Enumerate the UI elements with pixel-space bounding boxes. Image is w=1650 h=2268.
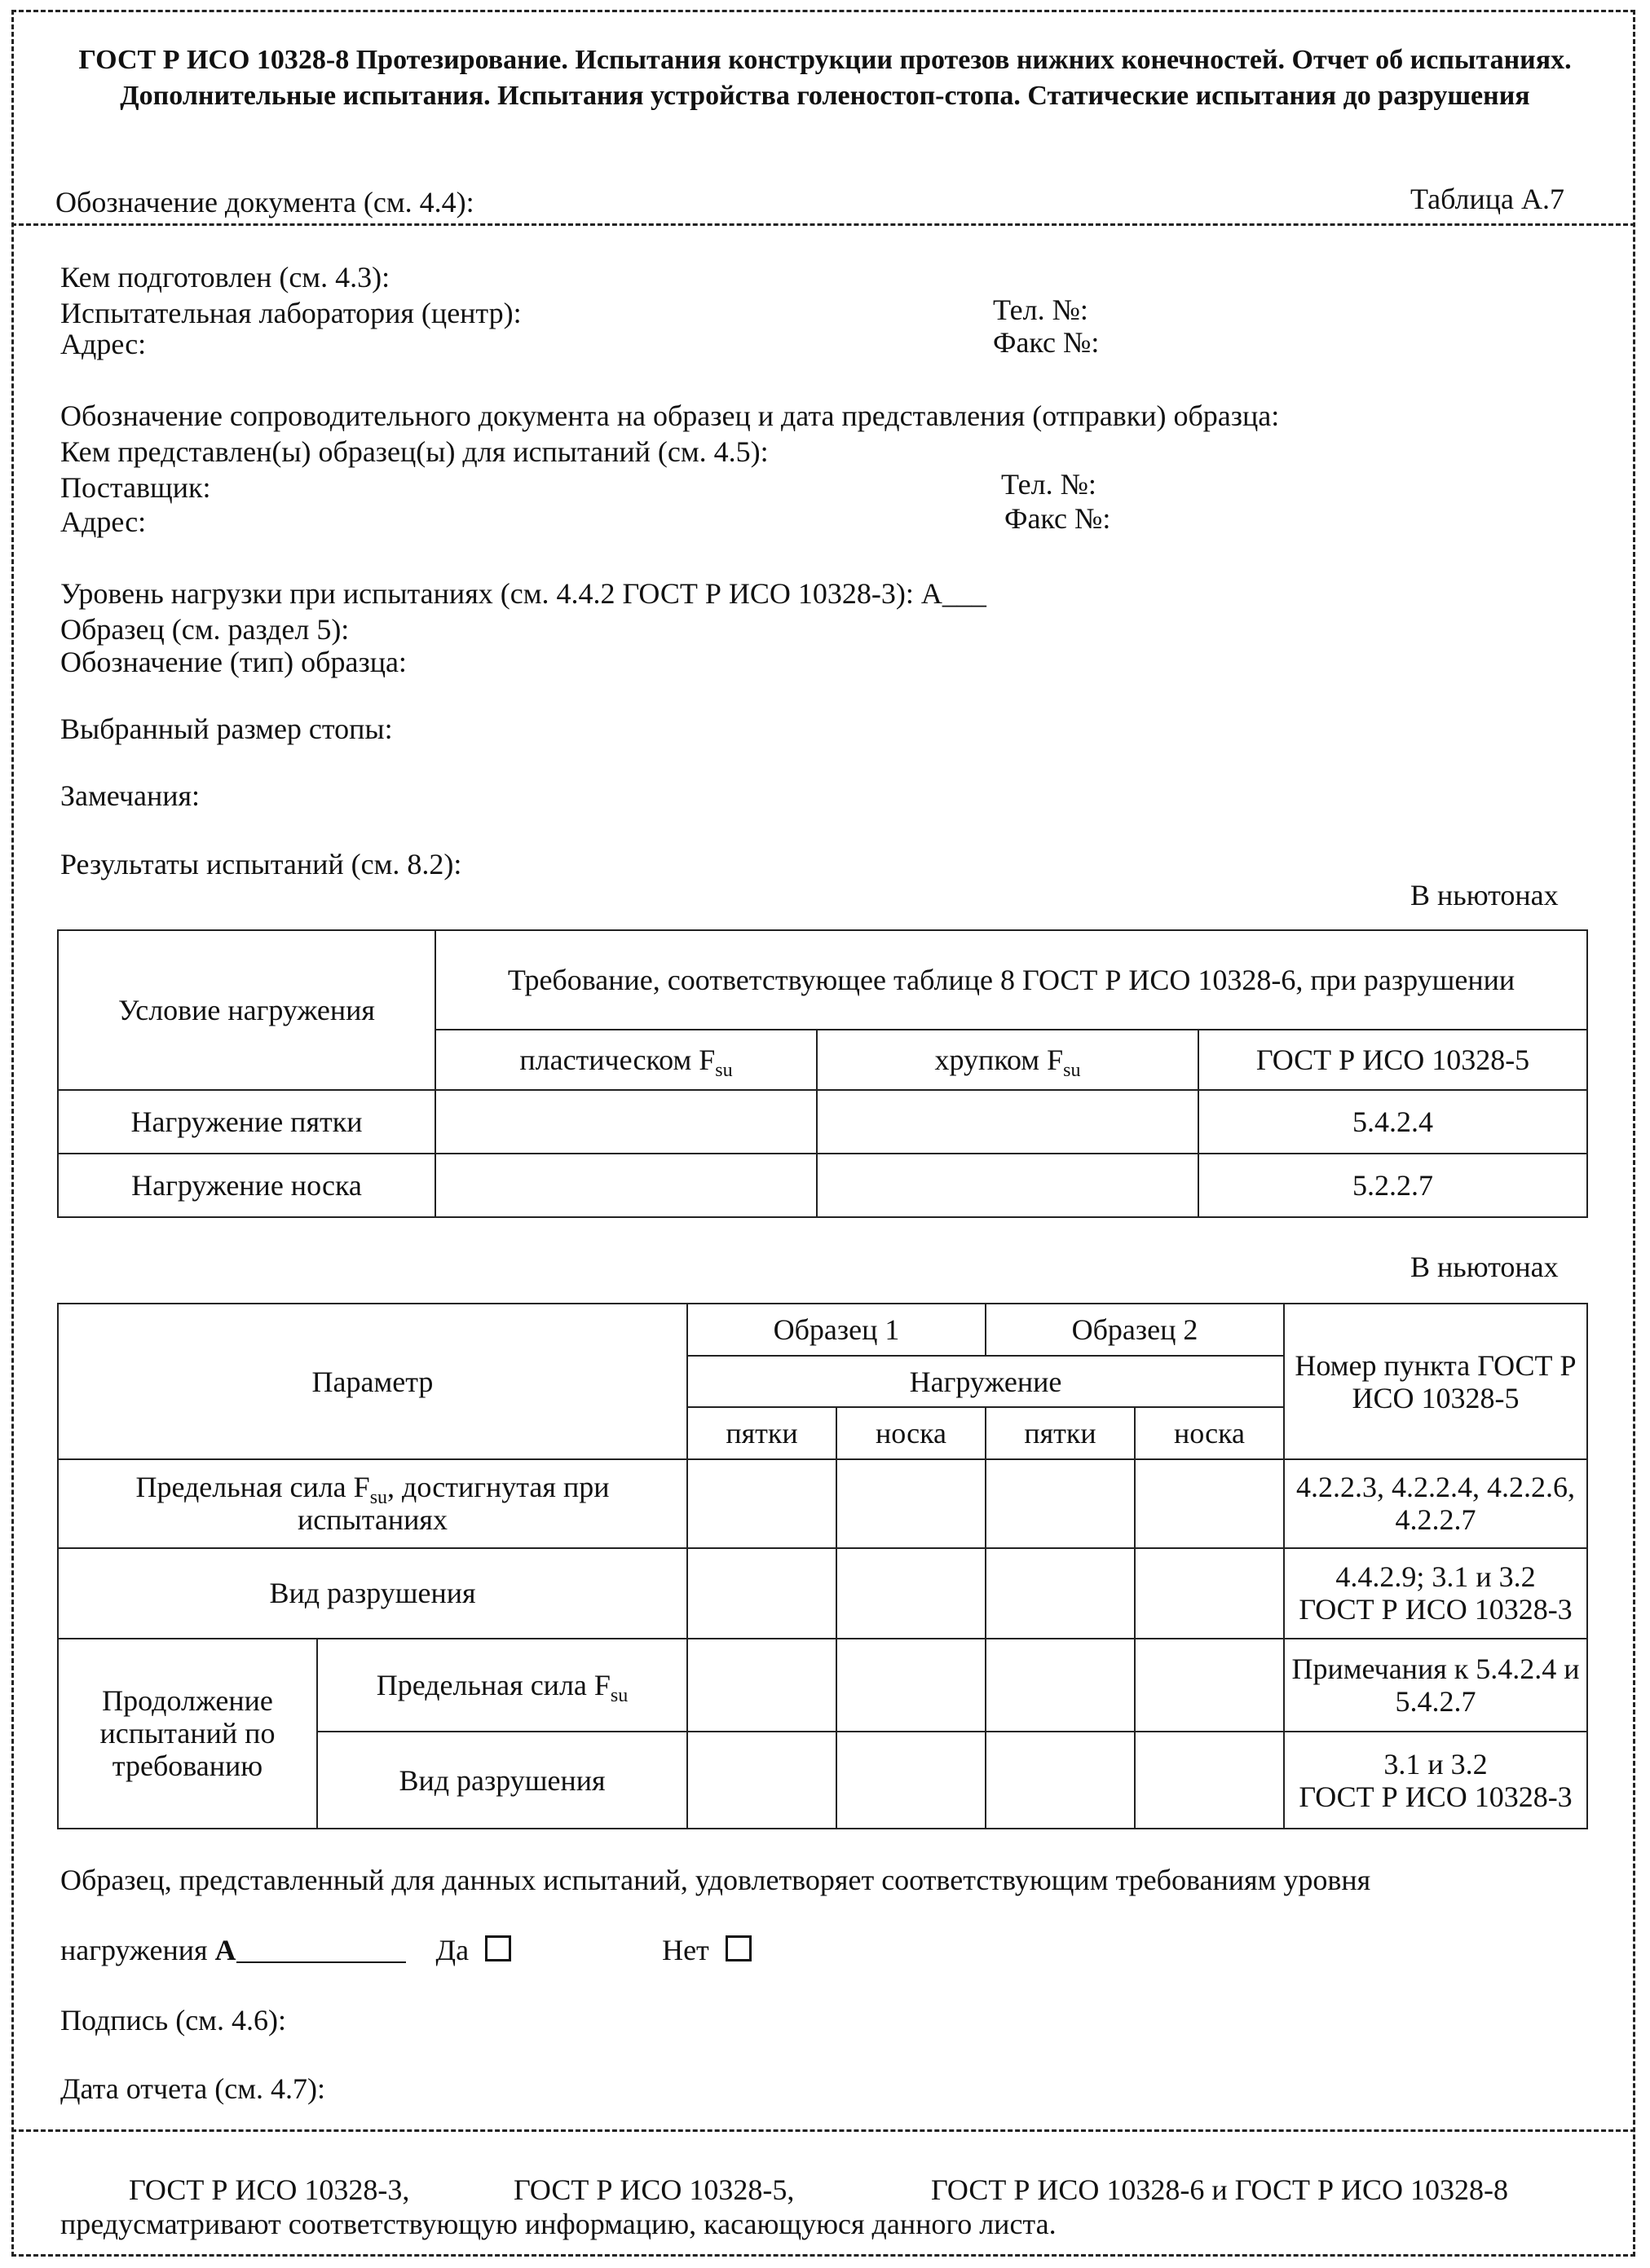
load-level-blank[interactable] [236, 1935, 406, 1963]
supplier-address-label: Адрес: [60, 505, 147, 538]
units-label-1: В ньютонах [1410, 879, 1559, 911]
toe-header: носка [836, 1407, 986, 1459]
toe-header: носка [1135, 1407, 1284, 1459]
plastic-header: пластическом $F_{su}$ [435, 1030, 817, 1090]
standard-header: ГОСТ Р ИСО 10328-5 [1198, 1030, 1587, 1090]
clause-ref: Примечания к 5.4.2.4 и 5.4.2.7 [1284, 1639, 1587, 1732]
table-row [58, 1154, 1587, 1217]
lab-address-label: Адрес: [60, 328, 147, 360]
clause-ref: 4.2.2.3, 4.2.2.4, 4.2.2.6, 4.2.2.7 [1284, 1459, 1587, 1548]
footer-divider [11, 2129, 1635, 2132]
clause-ref: 4.4.2.9; 3.1 и 3.2 ГОСТ Р ИСО 10328-3 [1284, 1548, 1587, 1639]
lab-fax-label: Факс №: [993, 326, 1100, 359]
ultimate-force-label: Предельная сила $F_{su}$, достигнутая при испытаниях [58, 1459, 687, 1548]
conclusion-load-line: нагружения А Да Нет [60, 1932, 752, 1968]
supplier-label: Поставщик: [60, 471, 211, 504]
submitted-by-label: Кем представлен(ы) образец(ы) для испытаний (см. 4.5): [60, 435, 769, 468]
units-label-2: В ньютонах [1410, 1251, 1559, 1283]
heel-header: пятки [687, 1407, 836, 1459]
continued-tests-label: Продолжение испытаний по требованию [58, 1639, 317, 1829]
brittle-cell [817, 1090, 1198, 1154]
supplier-tel-label: Тел. №: [1001, 468, 1096, 501]
footer-ref-5: ГОСТ Р ИСО 10328-5, [514, 2173, 795, 2206]
brittle-cell [817, 1154, 1198, 1217]
lab-tel-label: Тел. №: [993, 293, 1088, 326]
test-results-table [57, 1303, 1588, 1829]
prepared-by-label: Кем подготовлен (см. 4.3): [60, 261, 390, 293]
table-row [58, 1639, 1587, 1732]
results-label: Результаты испытаний (см. 8.2): [60, 848, 462, 880]
foot-size-label: Выбранный размер стопы: [60, 713, 393, 745]
table-row [58, 1090, 1587, 1154]
remarks-label: Замечания: [60, 779, 201, 812]
clause-header: Номер пункта ГОСТ Р ИСО 10328-5 [1284, 1304, 1587, 1459]
clause-ref: 5.2.2.7 [1198, 1154, 1587, 1217]
failure-mode-label: Вид разрушения [317, 1732, 687, 1829]
heel-header: пятки [986, 1407, 1135, 1459]
accompanying-doc-label: Обозначение сопроводительного документа на образец и дата представления (отправки) образца: [60, 399, 1280, 432]
report-date-label: Дата отчета (см. 4.7): [60, 2072, 325, 2105]
condition-header: Условие нагружения [58, 930, 435, 1090]
conclusion-text: Образец, представленный для данных испытаний, удовлетворяет соответствующим требованиям уровня [60, 1864, 1371, 1896]
sample-1-header: Образец 1 [687, 1304, 986, 1356]
doc-designation-label: Обозначение документа (см. 4.4): [55, 186, 474, 218]
plastic-cell [435, 1090, 817, 1154]
footer-ref-6-8: ГОСТ Р ИСО 10328-6 и ГОСТ Р ИСО 10328-8 [931, 2173, 1509, 2206]
specimen-type-label: Обозначение (тип) образца: [60, 646, 407, 678]
header-divider [11, 223, 1635, 226]
supplier-fax-label: Факс №: [1004, 502, 1111, 535]
loading-header: Нагружение [687, 1356, 1284, 1406]
clause-ref: 3.1 и 3.2 ГОСТ Р ИСО 10328-3 [1284, 1732, 1587, 1829]
footer-ref-3: ГОСТ Р ИСО 10328-3, [129, 2173, 410, 2206]
clause-ref: 5.4.2.4 [1198, 1090, 1587, 1154]
requirement-header: Требование, соответствующее таблице 8 ГОСТ Р ИСО 10328-6, при разрушении [435, 930, 1587, 1030]
failure-requirements-table [57, 929, 1588, 1218]
parameter-header: Параметр [58, 1304, 687, 1459]
sample-2-header: Образец 2 [986, 1304, 1284, 1356]
document-title: ГОСТ Р ИСО 10328-8 Протезирование. Испытания конструкции протезов нижних конечностей. Отчет об испытаниях. Дополнительные испытания. Испытания устройства голеностоп-стопа. Статические испытания до разрушения [78, 45, 1572, 111]
row-label: Нагружение носка [58, 1154, 435, 1217]
plastic-cell [435, 1154, 817, 1217]
specimen-label: Образец (см. раздел 5): [60, 613, 350, 646]
table-row [58, 1459, 1587, 1548]
yes-checkbox[interactable] [485, 1935, 511, 1961]
table-row [58, 1548, 1587, 1639]
row-label: Нагружение пятки [58, 1090, 435, 1154]
table-reference: Таблица А.7 [1410, 183, 1564, 215]
ultimate-force-label: Предельная сила $F_{su}$ [317, 1639, 687, 1732]
signature-label: Подпись (см. 4.6): [60, 2004, 286, 2036]
brittle-header: хрупком $F_{su}$ [817, 1030, 1198, 1090]
lab-label: Испытательная лаборатория (центр): [60, 297, 522, 329]
no-checkbox[interactable] [726, 1935, 752, 1961]
load-level-label: Уровень нагрузки при испытаниях (см. 4.4.2 ГОСТ Р ИСО 10328-3): А___ [60, 577, 986, 610]
footer-note: предусматривают соответствующую информацию, касающуюся данного листа. [60, 2208, 1057, 2240]
failure-mode-label: Вид разрушения [58, 1548, 687, 1639]
